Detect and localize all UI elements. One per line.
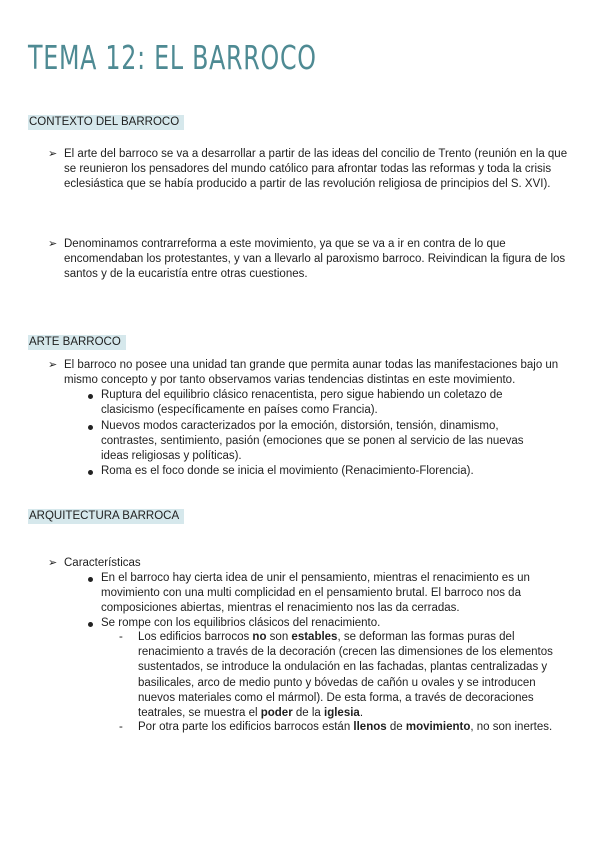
bullet-dot-icon (88, 577, 93, 582)
page-title: TEMA 12: EL BARROCO (28, 38, 317, 77)
bullet-dot-icon (88, 425, 93, 430)
bullet-dot-icon (88, 622, 93, 627)
section-heading-arte: ARTE BARROCO (28, 335, 126, 350)
bullet-dot-icon (88, 394, 93, 399)
section-heading-contexto: CONTEXTO DEL BARROCO (28, 115, 184, 130)
paragraph-concilio: El arte del barroco se va a desarrollar a partir de las ideas del concilio de Trento (reunión en la que se reunieron los pensadores del mundo católico para afrontar todas las reformas y toda la crisis eclesiástica que se había producido a partir de las revolución religiosa de principios del S. XVI). (64, 148, 568, 191)
paragraph-unidad: El barroco no posee una unidad tan grande que permita aunar todas las manifestaciones bajo un mismo concepto y por tanto observamos varias tendencias distintas en este movimiento. (64, 359, 559, 387)
paragraph-caracteristicas: Características (64, 557, 141, 569)
bullet-roma: Roma es el foco donde se inicia el movimiento (Renacimiento-Florencia). (101, 465, 474, 477)
subitem-edificios-movimiento: Por otra parte los edificios barrocos están llenos de movimiento, no son inertes. (138, 721, 553, 733)
dash-bullet-icon: - (119, 631, 123, 643)
subitem-edificios-estables: Los edificios barrocos no son estables, se deforman las formas puras del renacimiento a través de la decoración (crecen las dimensiones de los elementos sustentados, se introduce la ondulación en las fachadas, plantas centralizadas y basilicales, arco de medio punto y bóvedas de cañón u ovales y se introducen nuevos materiales como el mármol). De esta forma, a través de decoraciones teatrales, se muestra el poder de la iglesia. (138, 631, 553, 720)
bullet-dot-icon (88, 470, 93, 475)
bullet-nuevos-modos: Nuevos modos caracterizados por la emoción, distorsión, tensión, dinamismo, contrastes, sentimiento, pasión (emociones que se ponen al servicio de las nuevas ideas religiosas y políticas). (101, 420, 524, 463)
arrow-bullet-icon: ➢ (48, 238, 58, 250)
dash-bullet-icon: - (119, 721, 123, 733)
section-heading-arquitectura: ARQUITECTURA BARROCA (28, 509, 184, 524)
arrow-bullet-icon: ➢ (48, 359, 58, 371)
bullet-equilibrios: Se rompe con los equilibrios clásicos del renacimiento. (101, 617, 381, 629)
arrow-bullet-icon: ➢ (48, 557, 58, 569)
arrow-bullet-icon: ➢ (48, 148, 58, 160)
paragraph-contrarreforma: Denominamos contrarreforma a este movimiento, ya que se va a ir en contra de lo que encomendaban los protestantes, y van a llevarlo al paroxismo barroco. Reivindican la figura de los santos y de la eucaristía entre otras cuestiones. (64, 238, 566, 281)
bullet-ruptura: Ruptura del equilibrio clásico renacentista, pero sigue habiendo un coletazo de clasicismo (específicamente en países como Francia). (101, 389, 503, 417)
bullet-unir-pensamiento: En el barroco hay cierta idea de unir el pensamiento, mientras el renacimiento es un movimiento con una multi complicidad en el pensamiento brutal. El barroco nos da composiciones abiertas, mientras el renacimiento nos las da cerradas. (101, 572, 530, 615)
